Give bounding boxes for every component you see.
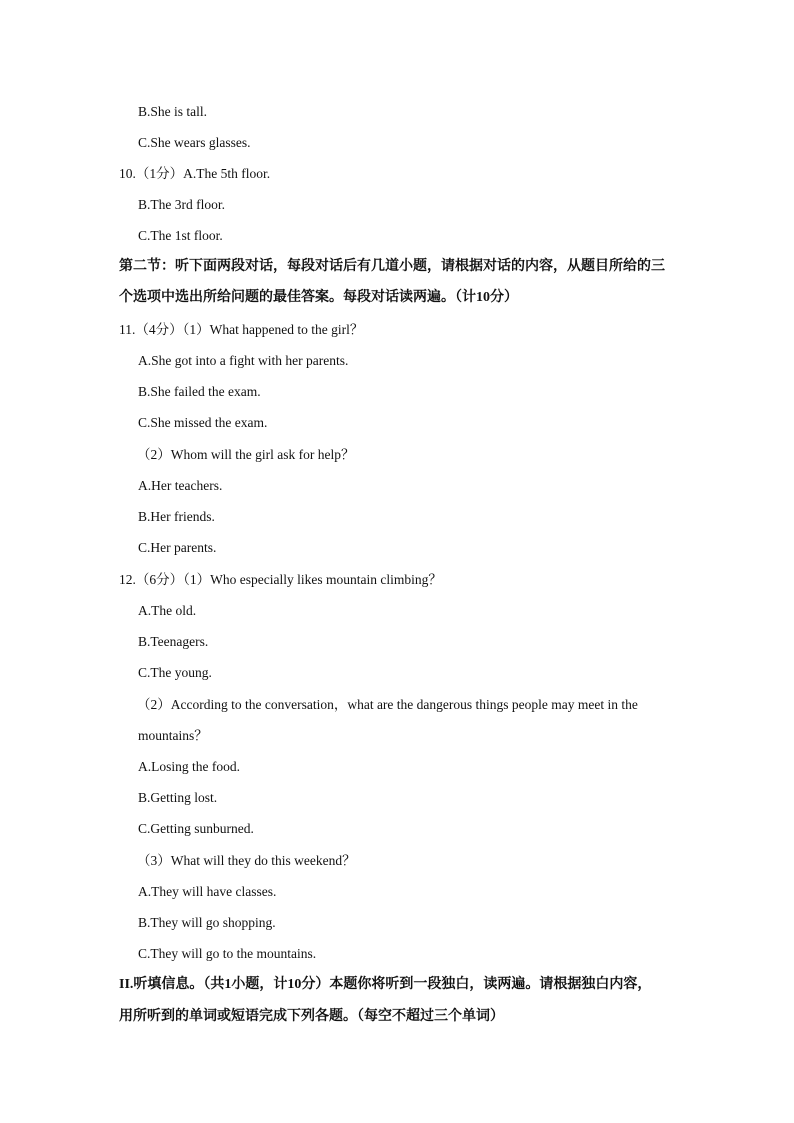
part-ii-heading: II.听填信息。（共1小题，计10分）本题你将听到一段独白，读两遍。请根据独白内容， (119, 977, 652, 992)
part-ii-heading-cont: 用所听到的单词或短语完成下列各题。（每空不超过三个单词） (119, 1009, 504, 1024)
q9-option-b: B.She is tall. (138, 104, 208, 119)
q12-3-option-a: A.They will have classes. (138, 884, 277, 899)
q12-2-option-c: C.Getting sunburned. (138, 821, 254, 836)
section-2-heading: 第二节：听下面两段对话，每段对话后有几道小题，请根据对话的内容，从题目所给的三 (119, 259, 665, 274)
q12-3-option-c: C.They will go to the mountains. (138, 946, 317, 961)
q12-2-question-cont: mountains？ (138, 728, 208, 743)
q12-1-option-c: C.The young. (138, 665, 212, 680)
section-2-heading-cont: 个选项中选出所给问题的最佳答案。每段对话读两遍。（计10分） (119, 290, 518, 305)
q11-2-option-b: B.Her friends. (138, 509, 215, 524)
q10-option-b: B.The 3rd floor. (138, 197, 225, 212)
q10-option-c: C.The 1st floor. (138, 228, 223, 243)
q11-1-option-b: B.She failed the exam. (138, 384, 261, 399)
q9-option-c: C.She wears glasses. (138, 135, 251, 150)
q11-2-question: （2）Whom will the girl ask for help？ (137, 447, 355, 462)
q12-3-question: （3）What will they do this weekend？ (137, 853, 356, 868)
q12-2-question: （2）According to the conversation，what are the dangerous things people may meet in the (137, 697, 638, 712)
q12-1-option-b: B.Teenagers. (138, 634, 209, 649)
q12-2-option-b: B.Getting lost. (138, 790, 218, 805)
q11-stem: 11.（4分）（1）What happened to the girl？ (119, 322, 364, 337)
q12-stem: 12.（6分）（1）Who especially likes mountain climbing？ (119, 572, 442, 587)
q11-2-option-a: A.Her teachers. (138, 478, 223, 493)
q11-1-option-a: A.She got into a fight with her parents. (138, 353, 349, 368)
q10-stem: 10.（1分）A.The 5th floor. (119, 166, 271, 181)
q12-3-option-b: B.They will go shopping. (138, 915, 276, 930)
q12-1-option-a: A.The old. (138, 603, 197, 618)
q12-2-option-a: A.Losing the food. (138, 759, 240, 774)
q11-1-option-c: C.She missed the exam. (138, 415, 268, 430)
q11-2-option-c: C.Her parents. (138, 540, 217, 555)
